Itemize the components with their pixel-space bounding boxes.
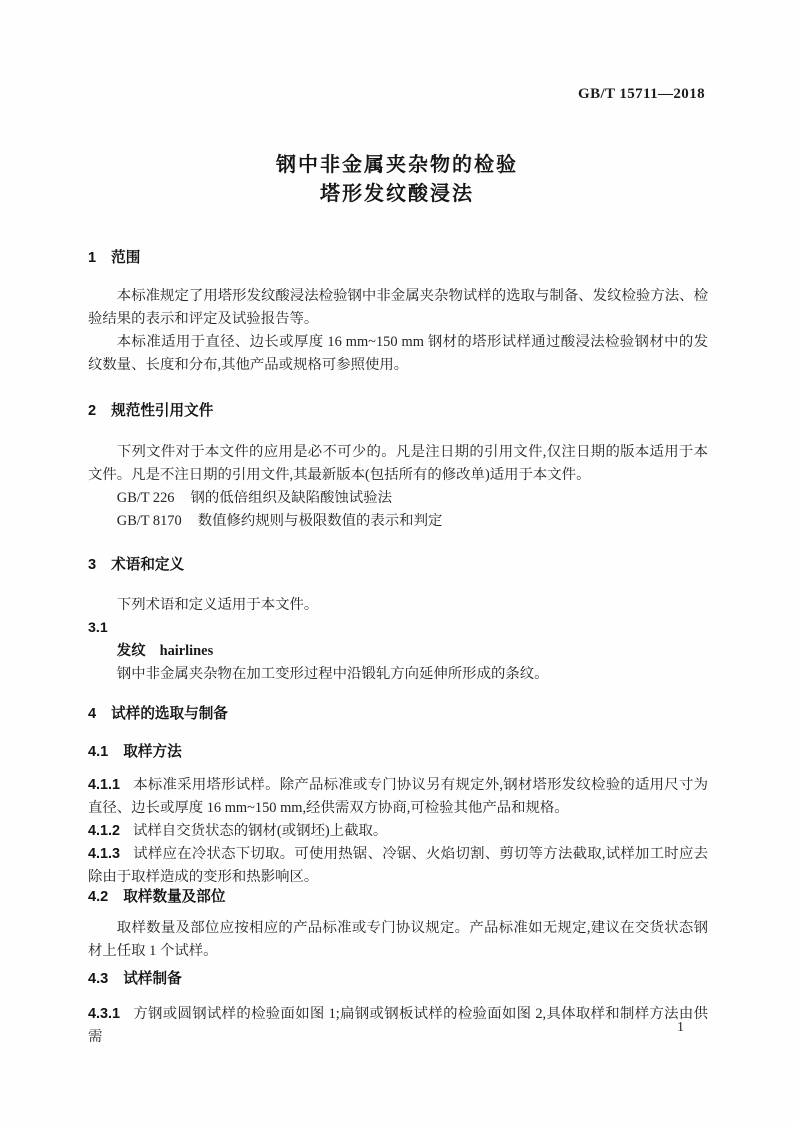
- section-4-number: 4: [88, 706, 97, 722]
- section-3-number: 3: [88, 557, 97, 573]
- clause-4-1-1-text: 本标准采用塔形试样。除产品标准或专门协议另有规定外,钢材塔形发纹检验的适用尺寸为直径、边长或厚度 16 mm~150 mm,经供需双方协商,可检验其他产品和规格。: [88, 777, 708, 816]
- term-chinese: 发纹: [116, 643, 146, 659]
- page-number: 1: [677, 1020, 684, 1035]
- section-2-number: 2: [88, 403, 97, 419]
- clause-4-1-2: [88, 820, 708, 843]
- normative-reference-2: [88, 510, 708, 533]
- document-title-line2: 塔形发纹酸浸法: [320, 183, 474, 205]
- section-3-title: 术语和定义: [111, 557, 185, 573]
- document-body: [88, 250, 708, 1049]
- section-1-number: 1: [88, 250, 97, 266]
- section-1-paragraph-2: 本标准适用于直径、边长或厚度 16 mm~150 mm 钢材的塔形试样通过酸浸法检验钢材中的发纹数量、长度和分布,其他产品或规格可参照使用。: [88, 334, 708, 373]
- clause-4-1-3-number: 4.1.3: [88, 846, 121, 862]
- clause-4-1-3-text: 试样应在冷状态下切取。可使用热锯、冷锯、火焰切割、剪切等方法截取,试样加工时应去除由于取样造成的变形和热影响区。: [88, 846, 708, 885]
- clause-4-1-1: [88, 774, 708, 820]
- subsection-4-2-paragraph-1: 取样数量及部位应按相应的产品标准或专门协议规定。产品标准如无规定,建议在交货状态钢材上任取 1 个试样。: [88, 920, 708, 959]
- clause-4-3-1: [88, 1003, 708, 1049]
- term-entry: [88, 640, 708, 663]
- reference-2-code: GB/T 8170: [116, 513, 182, 529]
- term-definition: 钢中非金属夹杂物在加工变形过程中沿锻轧方向延伸所形成的条纹。: [116, 666, 549, 682]
- section-2-heading: [88, 403, 708, 419]
- subsection-4-1-number: 4.1: [88, 744, 109, 760]
- subsection-4-1-title: 取样方法: [123, 744, 182, 760]
- clause-4-1-3: [88, 843, 708, 889]
- clause-4-3-1-text: 方钢或圆钢试样的检验面如图 1;扁钢或钢板试样的检验面如图 2,具体取样和制样方法由供需: [88, 1006, 708, 1045]
- document-title-line1: 钢中非金属夹杂物的检验: [276, 154, 518, 176]
- subsection-4-3-number: 4.3: [88, 971, 109, 987]
- document-title: [0, 151, 794, 209]
- section-1-heading: [88, 250, 708, 266]
- section-2-title: 规范性引用文件: [111, 403, 214, 419]
- section-1-title: 范围: [111, 250, 141, 266]
- section-3-heading: [88, 557, 708, 573]
- section-2-paragraph-1: 下列文件对于本文件的应用是必不可少的。凡是注日期的引用文件,仅注日期的版本适用于本文件。凡是不注日期的引用文件,其最新版本(包括所有的修改单)适用于本文件。: [88, 444, 708, 483]
- term-english: hairlines: [159, 643, 214, 659]
- section-4-heading: [88, 706, 708, 722]
- subsection-4-2-title: 取样数量及部位: [123, 889, 226, 905]
- subsection-4-3-heading: [88, 971, 708, 987]
- clause-4-1-1-number: 4.1.1: [88, 777, 121, 793]
- reference-1-title: 钢的低倍组织及缺陷酸蚀试验法: [190, 490, 392, 506]
- clause-4-1-2-number: 4.1.2: [88, 823, 121, 839]
- section-3-paragraph-1: 下列术语和定义适用于本文件。: [116, 597, 319, 613]
- subsection-4-1-heading: [88, 744, 708, 760]
- reference-1-code: GB/T 226: [116, 490, 175, 506]
- section-4-title: 试样的选取与制备: [111, 706, 228, 722]
- section-1-paragraph-1: 本标准规定了用塔形发纹酸浸法检验钢中非金属夹杂物试样的选取与制备、发纹检验方法、检验结果的表示和评定及试验报告等。: [88, 288, 708, 327]
- subsection-4-2-number: 4.2: [88, 889, 109, 905]
- standard-code-header: GB/T 15711—2018: [578, 86, 705, 102]
- term-entry-number: 3.1: [88, 620, 108, 636]
- subsection-4-3-title: 试样制备: [123, 971, 182, 987]
- clause-4-1-2-text: 试样自交货状态的钢材(或钢坯)上截取。: [133, 823, 388, 839]
- normative-reference-1: [88, 487, 708, 510]
- clause-4-3-1-number: 4.3.1: [88, 1006, 121, 1022]
- subsection-4-2-heading: [88, 889, 708, 905]
- reference-2-title: 数值修约规则与极限数值的表示和判定: [197, 513, 443, 529]
